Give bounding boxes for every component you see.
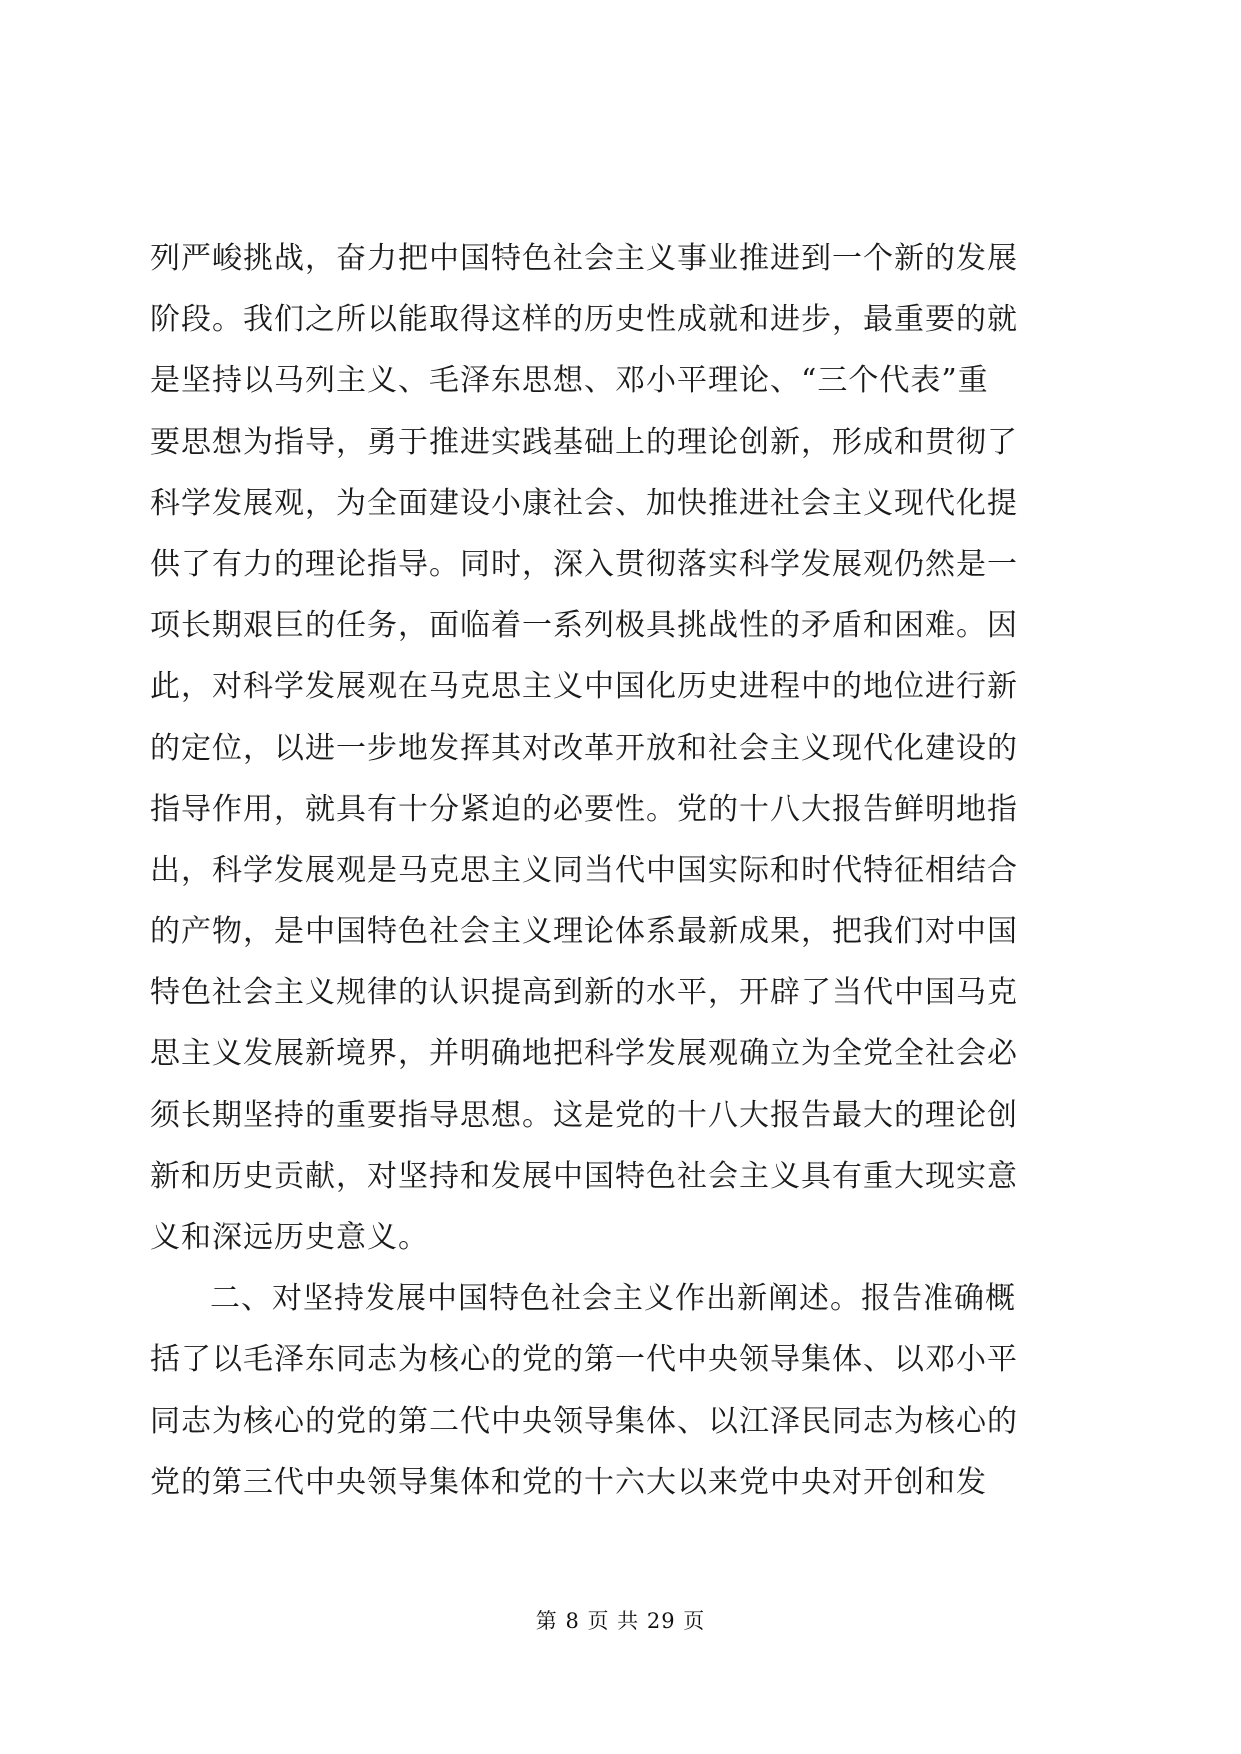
text-line: 科学发展观，为全面建设小康社会、加快推进社会主义现代化提 bbox=[150, 485, 1018, 521]
text-line: 是坚持以马列主义、毛泽东思想、邓小平理论、“三个代表”重 bbox=[150, 363, 989, 399]
text-line: 的产物，是中国特色社会主义理论体系最新成果，把我们对中国 bbox=[150, 914, 1018, 950]
text-line: 新和历史贡献，对坚持和发展中国特色社会主义具有重大现实意 bbox=[150, 1158, 1018, 1194]
text-line: 须长期坚持的重要指导思想。这是党的十八大报告最大的理论创 bbox=[150, 1097, 1018, 1133]
body-text bbox=[150, 228, 1090, 1513]
text-line: 要思想为指导，勇于推进实践基础上的理论创新，形成和贯彻了 bbox=[150, 424, 1018, 460]
text-line: 特色社会主义规律的认识提高到新的水平，开辟了当代中国马克 bbox=[150, 975, 1018, 1011]
page-number-footer: 第 8 页 共 29 页 bbox=[535, 1609, 706, 1633]
text-line: 此，对科学发展观在马克思主义中国化历史进程中的地位进行新 bbox=[150, 669, 1018, 705]
text-line: 指导作用，就具有十分紧迫的必要性。党的十八大报告鲜明地指 bbox=[150, 791, 1018, 827]
section-heading-line: 二、对坚持发展中国特色社会主义作出新阐述。报告准确概 bbox=[210, 1281, 1016, 1317]
text-line: 同志为核心的党的第二代中央领导集体、以江泽民同志为核心的 bbox=[150, 1403, 1018, 1439]
text-line: 列严峻挑战，奋力把中国特色社会主义事业推进到一个新的发展 bbox=[150, 241, 1018, 276]
text-line: 思主义发展新境界，并明确地把科学发展观确立为全党全社会必 bbox=[150, 1036, 1018, 1072]
text-line: 阶段。我们之所以能取得这样的历史性成就和进步，最重要的就 bbox=[150, 302, 1018, 338]
text-line: 供了有力的理论指导。同时，深入贯彻落实科学发展观仍然是一 bbox=[150, 546, 1018, 582]
text-line: 出，科学发展观是马克思主义同当代中国实际和时代特征相结合 bbox=[150, 852, 1018, 888]
text-line: 的定位，以进一步地发挥其对改革开放和社会主义现代化建设的 bbox=[150, 730, 1018, 766]
text-line: 项长期艰巨的任务，面临着一系列极具挑战性的矛盾和困难。因 bbox=[150, 608, 1018, 644]
text-line: 义和深远历史意义。 bbox=[150, 1220, 429, 1255]
text-line: 括了以毛泽东同志为核心的党的第一代中央领导集体、以邓小平 bbox=[150, 1342, 1018, 1378]
text-line: 党的第三代中央领导集体和党的十六大以来党中央对开创和发 bbox=[150, 1464, 987, 1500]
